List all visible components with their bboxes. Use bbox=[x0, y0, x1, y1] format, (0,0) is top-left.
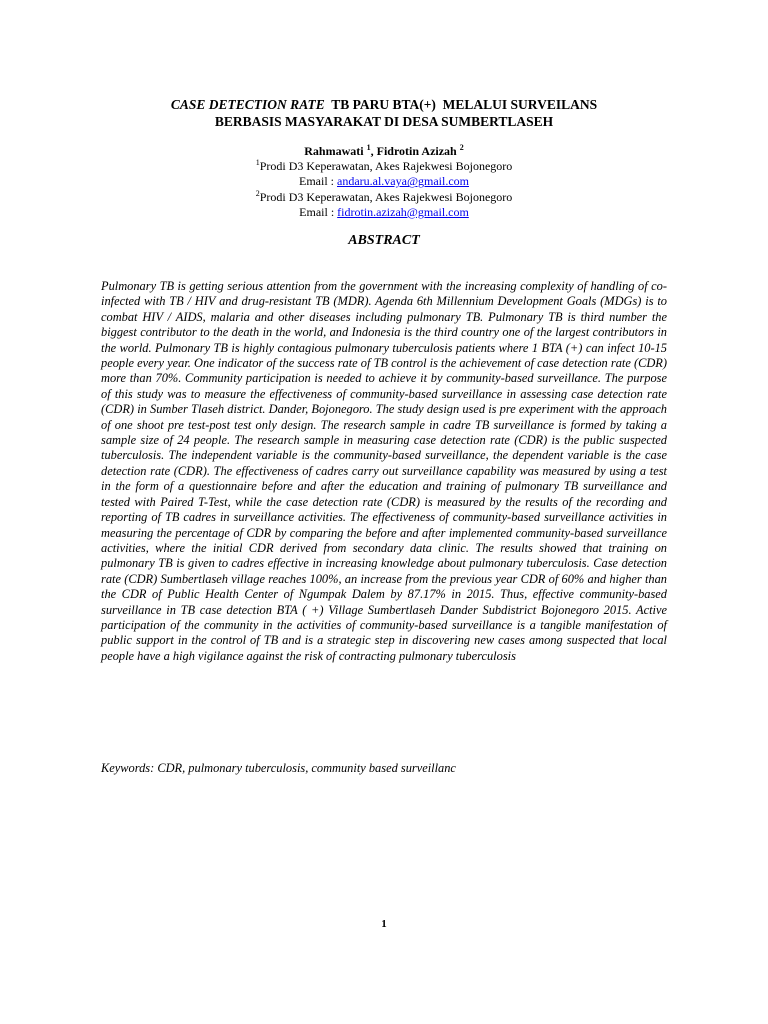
author-name-1: Rahmawati bbox=[304, 144, 364, 158]
email-2-label: Email : bbox=[299, 204, 338, 219]
email-line-1 bbox=[60, 174, 708, 189]
paper-title bbox=[60, 96, 708, 130]
email-line-2 bbox=[60, 205, 708, 220]
author-1-superscript: 1 bbox=[366, 143, 371, 152]
page-number: 1 bbox=[381, 918, 387, 930]
abstract-heading: ABSTRACT bbox=[348, 233, 420, 248]
affiliation-1-text: Prodi D3 Keperawatan, Akes Rajekwesi Bojonegoro bbox=[259, 159, 513, 174]
title-line1-rest: TB PARU BTA(+) MELALUI SURVEILANS bbox=[324, 97, 598, 112]
email-1-label: Email : bbox=[299, 174, 337, 189]
affiliation-2 bbox=[60, 190, 708, 205]
author-block bbox=[60, 144, 708, 220]
keywords-line: Keywords: CDR, pulmonary tuberculosis, community based surveillanc bbox=[101, 761, 456, 775]
author-name-2: Fidrotin Azizah bbox=[376, 144, 457, 158]
author-separator: , bbox=[370, 144, 377, 158]
author-2-superscript: 2 bbox=[459, 143, 464, 152]
affiliation-1 bbox=[60, 159, 708, 174]
affiliation-2-text: Prodi D3 Keperawatan, Akes Rajekwesi Bojonegoro bbox=[259, 189, 513, 204]
email-2-link[interactable]: fidrotin.azizah@gmail.com bbox=[337, 204, 469, 219]
title-line2: BERBASIS MASYARAKAT DI DESA SUMBERTLASEH bbox=[214, 114, 554, 129]
title-italic-part: CASE DETECTION RATE bbox=[170, 97, 325, 112]
abstract-body: Pulmonary TB is getting serious attention from the government with the increasing complexity of handling of co-infected with TB / HIV and drug-resistant TB (MDR). Agenda 6th Millennium Development Goals (MDGs) is to combat HIV / AIDS, malaria and other diseases including pulmonary TB. Pulmonary TB is third number the biggest contributor to the death in the world, and Indonesia is the third country one of the largest contributors in the world. Pulmonary TB is highly contagious pulmonary tuberculosis patients where 1 BTA (+) can infect 10-15 people every year. One indicator of the success rate of TB control is the achievement of case detection rate (CDR) more than 70%. Community participation is needed to achieve it by community-based surveillance. The purpose of this study was to measure the effectiveness of community-based surveillance in assessing case detection rate (CDR) in Sumber Tlaseh district. Dander, Bojonegoro. The study design used is pre experiment with the approach of one shoot pre test-post test only design. The research sample in cadre TB surveillance is formed by taking a sample size of 24 people. The research sample in measuring case detection rate (CDR) is the public suspected tuberculosis. The independent variable is the community-based surveillance, the dependent variable is the case detection rate (CDR). The effectiveness of cadres carry out surveillance capability was measured by using a test in the form of a questionnaire before and after the education and training of pulmonary TB surveillance and tested with Paired T-Test, while the case detection rate (CDR) is measured by the results of the recording and reporting of TB cadres in surveillance activities. The effectiveness of community-based surveillance activities in measuring the percentage of CDR by comparing the before and after implemented community-based surveillance activities, where the initial CDR derived from secondary data clinic. The results showed that training on pulmonary TB is given to cadres effective in increasing knowledge about pulmonary tuberculosis. Case detection rate (CDR) Sumbertlaseh village reaches 100%, an increase from the previous year CDR of 60% and higher than the CDR of Public Health Center of Ngumpak Dalem by 87.17% in 2015. Thus, effective community-based surveillance in TB case detection BTA ( +) Village Sumbertlaseh Dander Subdistrict Bojonegoro 2015. Active participation of the community in the activities of community-based surveillance is a tangible manifestation of public support in the control of TB and is a strategic step in discovering new cases among suspected that local people have a high vigilance against the risk of contracting pulmonary tuberculosis bbox=[101, 279, 667, 663]
affiliation-2-superscript: 2 bbox=[255, 188, 260, 198]
author-names bbox=[60, 144, 708, 159]
affiliation-1-superscript: 1 bbox=[255, 158, 260, 168]
email-1-link[interactable]: andaru.al.vaya@gmail.com bbox=[337, 174, 469, 189]
